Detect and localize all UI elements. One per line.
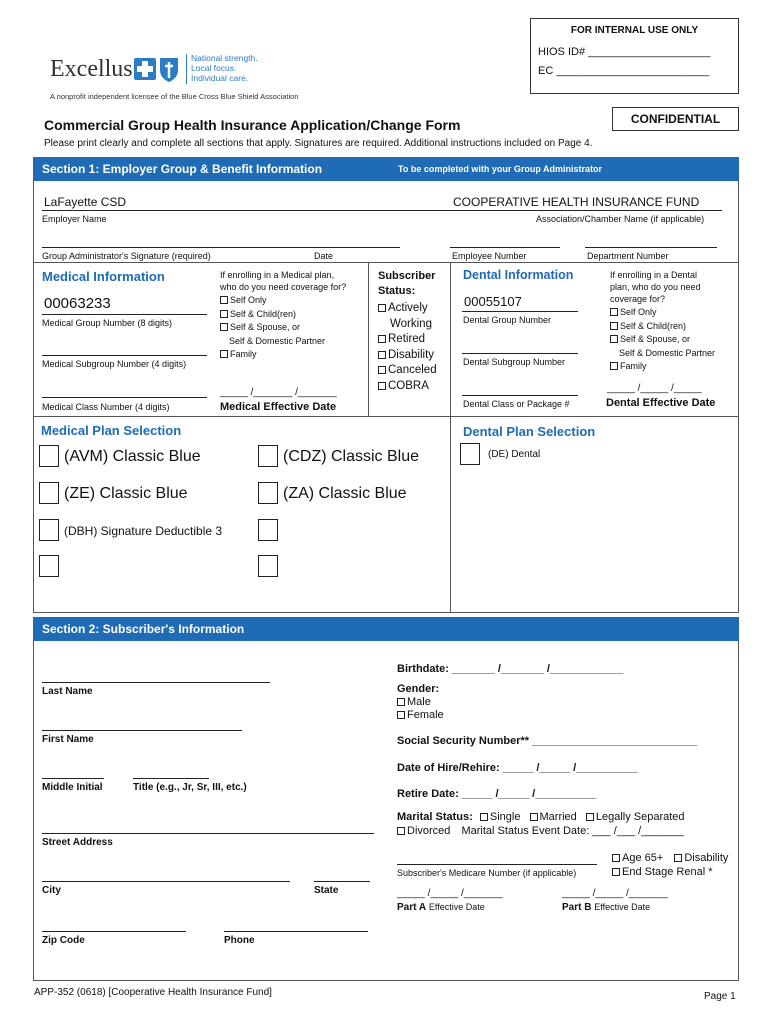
tagline-line-1: National strength. [191, 53, 258, 63]
medicare-number-line[interactable] [397, 864, 597, 865]
checkbox-icon[interactable] [612, 868, 620, 876]
checkbox-icon[interactable] [397, 827, 405, 835]
last-name-label: Last Name [42, 686, 93, 697]
option-label: Disability [684, 852, 729, 864]
plan-avm-checkbox[interactable] [39, 445, 59, 467]
medical-info-heading: Medical Information [42, 269, 165, 284]
dental-class-line[interactable] [462, 395, 578, 396]
instructions: Please print clearly and complete all sections that apply. Signatures are required. Additional instructions included on Page 4. [44, 138, 593, 149]
option-label: Male [407, 696, 431, 708]
part-b-label-row [562, 902, 650, 913]
dental-option-family[interactable] [610, 360, 715, 374]
part-b-date-field[interactable]: _____ /_____ /_______ [562, 888, 668, 899]
employee-number-line[interactable] [450, 247, 560, 248]
logo-divider [186, 54, 187, 84]
marital-divorced[interactable] [397, 825, 450, 837]
dental-option-self-spouse[interactable] [610, 333, 715, 347]
subscriber-status-heading [378, 269, 435, 299]
plan-za-label: (ZA) Classic Blue [283, 485, 407, 502]
checkbox-icon[interactable] [610, 322, 618, 330]
part-a-suffix: Effective Date [428, 902, 485, 912]
licensee-note: A nonprofit independent licensee of the Blue Cross Blue Shield Association [50, 92, 299, 101]
medical-effective-date-field[interactable]: _____ /_______ /_______ [220, 387, 337, 398]
phone-label: Phone [224, 935, 255, 946]
option-label: Self & Domestic Partner [229, 335, 326, 346]
option-label: Self & Spouse, or [620, 334, 691, 344]
employer-name-label: Employer Name [42, 214, 107, 224]
dental-enroll-q-line2: plan, who do you need [610, 282, 701, 292]
title-label: Title (e.g., Jr, Sr, III, etc.) [133, 782, 247, 793]
middle-initial-line[interactable] [42, 778, 104, 779]
bcbs-cross-shield-icon [132, 54, 182, 84]
status-heading-line1: Subscriber [378, 270, 436, 282]
dental-group-number-label: Dental Group Number [463, 315, 552, 325]
medical-enroll-q-line1: If enrolling in a Medical plan, [220, 270, 335, 280]
hire-date-field[interactable]: Date of Hire/Rehire: _____ /_____ /__________ [397, 762, 638, 774]
ec-field[interactable]: EC _________________________ [538, 65, 710, 77]
checkbox-icon[interactable] [612, 854, 620, 862]
dental-class-label: Dental Class or Package # [463, 399, 570, 409]
option-label: Self Only [620, 307, 657, 317]
subscriber-status-options [378, 301, 437, 394]
medical-enroll-q-line2: who do you need coverage for? [220, 282, 347, 292]
medical-group-number-label: Medical Group Number (8 digits) [42, 318, 173, 328]
medical-subgroup-line[interactable] [42, 355, 207, 356]
dental-subgroup-label: Dental Subgroup Number [463, 357, 566, 367]
hios-id-field[interactable]: HIOS ID# ____________________ [538, 46, 711, 58]
page-number: Page 1 [704, 991, 736, 1002]
internal-use-label: FOR INTERNAL USE ONLY [570, 25, 699, 36]
gender-label: Gender: [397, 683, 440, 695]
part-a-date-field[interactable]: _____ /_____ /_______ [397, 888, 503, 899]
checkbox-icon[interactable] [220, 350, 228, 358]
option-label: Female [407, 709, 444, 721]
dental-effective-date-label: Dental Effective Date [606, 397, 716, 409]
ssn-field[interactable]: Social Security Number** ___________________________ [397, 735, 698, 747]
department-number-label: Department Number [587, 251, 669, 261]
checkbox-icon[interactable] [530, 813, 538, 821]
confidential-badge: CONFIDENTIAL [612, 107, 739, 131]
section-1-title: Section 1: Employer Group & Benefit Information [42, 162, 323, 176]
plan-dbh-label: (DBH) Signature Deductible 3 [64, 524, 223, 538]
street-address-label: Street Address [42, 837, 113, 848]
form-title: Commercial Group Health Insurance Application/Change Form [44, 117, 461, 133]
part-b-suffix: Effective Date [594, 902, 651, 912]
signature-label: Group Administrator's Signature (required) [42, 251, 211, 261]
medical-option-self-child[interactable] [220, 308, 325, 322]
medical-status-divider [368, 262, 369, 416]
section-2-header [33, 617, 739, 641]
checkbox-icon[interactable] [378, 351, 386, 359]
medicare-age-65[interactable] [612, 852, 663, 864]
checkbox-icon[interactable] [480, 813, 488, 821]
plan-selection-divider [33, 416, 739, 417]
date-label: Date [314, 251, 334, 261]
medicare-disability[interactable] [674, 852, 728, 864]
medical-group-number-line [42, 314, 207, 315]
option-label: Disability [388, 348, 435, 361]
plan-cdz-checkbox[interactable] [258, 445, 278, 467]
medical-subgroup-label: Medical Subgroup Number (4 digits) [42, 359, 187, 369]
employee-number-label: Employee Number [452, 251, 527, 261]
birthdate-field[interactable]: Birthdate: _______ /_______ /____________ [397, 663, 624, 675]
marital-status-row [397, 811, 685, 823]
option-label: Married [539, 811, 577, 823]
status-working-line [378, 317, 437, 333]
option-label: Legally Separated [595, 811, 685, 823]
option-label: Canceled [388, 364, 437, 376]
dental-option-self-child[interactable] [610, 320, 715, 334]
checkbox-icon[interactable] [378, 366, 386, 374]
medical-group-number-value[interactable]: 00063233 [44, 295, 111, 312]
checkbox-icon[interactable] [610, 335, 618, 343]
signature-line[interactable] [42, 247, 400, 248]
marital-status-label: Marital Status: [397, 811, 473, 823]
medicare-number-label: Subscriber's Medicare Number (if applicable) [397, 868, 577, 878]
medical-dental-divider [450, 262, 451, 613]
plan-blank-checkbox-1[interactable] [258, 519, 278, 541]
medical-option-self-spouse[interactable] [220, 321, 325, 335]
state-label: State [314, 885, 339, 896]
dental-coverage-options [610, 306, 715, 374]
marital-single[interactable] [480, 811, 521, 823]
option-label: Self & Domestic Partner [619, 347, 716, 358]
gender-male[interactable] [397, 696, 444, 709]
dental-enroll-question [610, 269, 701, 305]
status-canceled[interactable] [378, 363, 437, 379]
gender-options [397, 696, 444, 722]
section-2-title: Section 2: Subscriber's Information [42, 622, 245, 636]
middle-initial-label: Middle Initial [42, 782, 103, 793]
checkbox-icon[interactable] [220, 323, 228, 331]
option-label: Family [620, 361, 647, 371]
medical-option-self-only[interactable] [220, 294, 325, 308]
medical-class-line[interactable] [42, 397, 207, 398]
plan-blank-checkbox-3[interactable] [258, 555, 278, 577]
option-label: Family [230, 349, 257, 359]
association-name-value[interactable]: COOPERATIVE HEALTH INSURANCE FUND [453, 195, 700, 209]
dental-enroll-q-line1: If enrolling in a Dental [610, 270, 698, 280]
medicare-esrd-option[interactable] [612, 866, 713, 878]
excellus-logo [50, 52, 310, 92]
dental-group-number-line [462, 311, 578, 312]
gender-female[interactable] [397, 709, 444, 722]
plan-de-checkbox[interactable] [460, 443, 480, 465]
logo-wordmark: Excellus [50, 56, 133, 82]
option-label: COBRA [388, 379, 429, 392]
part-a-label-row [397, 902, 485, 913]
dental-group-number-value[interactable]: 00055107 [464, 294, 522, 309]
option-label: Self & Child(ren) [620, 320, 687, 331]
plan-za-checkbox[interactable] [258, 482, 278, 504]
plan-cdz-label: (CDZ) Classic Blue [283, 448, 420, 465]
plan-avm-label: (AVM) Classic Blue [64, 448, 201, 465]
checkbox-icon[interactable] [378, 382, 386, 390]
first-name-line[interactable] [42, 730, 242, 731]
checkbox-icon[interactable] [586, 813, 594, 821]
plan-blank-checkbox-2[interactable] [39, 555, 59, 577]
medical-class-label: Medical Class Number (4 digits) [42, 402, 170, 412]
option-label: Self Only [230, 295, 267, 305]
last-name-line[interactable] [42, 682, 270, 683]
section-1-subtitle: To be completed with your Group Administrator [398, 164, 603, 174]
marital-event-date-field[interactable]: Marital Status Event Date: ___ /___ /_______ [461, 825, 685, 837]
option-label: Self & Child(ren) [230, 308, 297, 319]
option-label: Self & Spouse, or [230, 322, 301, 332]
dental-option-domestic-partner-label [610, 347, 715, 361]
logo-tagline [191, 53, 258, 83]
tagline-line-3: Individual care. [191, 73, 249, 83]
marital-married[interactable] [530, 811, 577, 823]
retire-date-field[interactable]: Retire Date: _____ /_____ /__________ [397, 788, 597, 800]
department-number-line[interactable] [585, 247, 717, 248]
state-line[interactable] [314, 881, 370, 882]
phone-line[interactable] [224, 931, 368, 932]
checkbox-icon[interactable] [674, 854, 682, 862]
internal-use-box [530, 18, 739, 94]
checkbox-icon[interactable] [378, 335, 386, 343]
marital-separated[interactable] [586, 811, 685, 823]
option-label: Age 65+ [622, 852, 664, 864]
part-a-label: Part A [397, 902, 427, 913]
plan-dbh-checkbox[interactable] [39, 519, 59, 541]
option-label: Single [489, 811, 521, 823]
medical-plan-heading: Medical Plan Selection [41, 423, 182, 438]
checkbox-icon[interactable] [220, 296, 228, 304]
dental-option-self-only[interactable] [610, 306, 715, 320]
association-name-label: Association/Chamber Name (if applicable) [536, 214, 705, 224]
part-b-label: Part B [562, 902, 592, 913]
status-cobra[interactable] [378, 379, 437, 395]
medicare-age-options [612, 852, 728, 864]
section-1-header [33, 157, 739, 181]
option-label: Actively [388, 302, 428, 314]
option-label: Retired [388, 333, 426, 345]
plan-de-label: (DE) Dental [488, 449, 541, 460]
street-address-line[interactable] [42, 833, 374, 834]
info-top-divider [33, 262, 739, 263]
medical-effective-date-label: Medical Effective Date [220, 401, 337, 413]
plan-ze-checkbox[interactable] [39, 482, 59, 504]
employer-name-line [42, 210, 722, 211]
status-retired[interactable] [378, 332, 437, 348]
checkbox-icon[interactable] [610, 362, 618, 370]
zip-code-line[interactable] [42, 931, 186, 932]
zip-code-label: Zip Code [42, 935, 85, 946]
title-line[interactable] [133, 778, 209, 779]
status-actively-working[interactable] [378, 301, 437, 317]
status-heading-line2: Status: [378, 285, 416, 297]
status-disability[interactable] [378, 348, 437, 364]
employer-name-value[interactable]: LaFayette CSD [44, 195, 127, 209]
checkbox-icon[interactable] [397, 698, 405, 706]
tagline-line-2: Local focus. [191, 63, 237, 73]
checkbox-icon[interactable] [610, 308, 618, 316]
medical-enroll-question [220, 269, 346, 293]
medical-coverage-options [220, 294, 325, 362]
dental-enroll-q-line3: coverage for? [610, 294, 666, 304]
checkbox-icon[interactable] [397, 711, 405, 719]
medical-option-domestic-partner-label [220, 335, 325, 349]
option-label: End Stage Renal * [622, 866, 713, 878]
dental-subgroup-line[interactable] [462, 353, 578, 354]
city-label: City [42, 885, 61, 896]
option-label: Working [390, 317, 432, 330]
marital-status-row-2 [397, 825, 684, 837]
checkbox-icon[interactable] [378, 304, 386, 312]
medical-option-family[interactable] [220, 348, 325, 362]
form-code: APP-352 (0618) [Cooperative Health Insurance Fund] [34, 987, 272, 998]
dental-effective-date-field[interactable]: _____ /_____ /_____ [607, 383, 702, 394]
dental-plan-heading: Dental Plan Selection [463, 424, 596, 439]
dental-info-heading: Dental Information [463, 268, 574, 282]
first-name-label: First Name [42, 734, 94, 745]
city-line[interactable] [42, 881, 290, 882]
option-label: Divorced [407, 825, 451, 837]
plan-ze-label: (ZE) Classic Blue [64, 485, 188, 502]
checkbox-icon[interactable] [220, 310, 228, 318]
